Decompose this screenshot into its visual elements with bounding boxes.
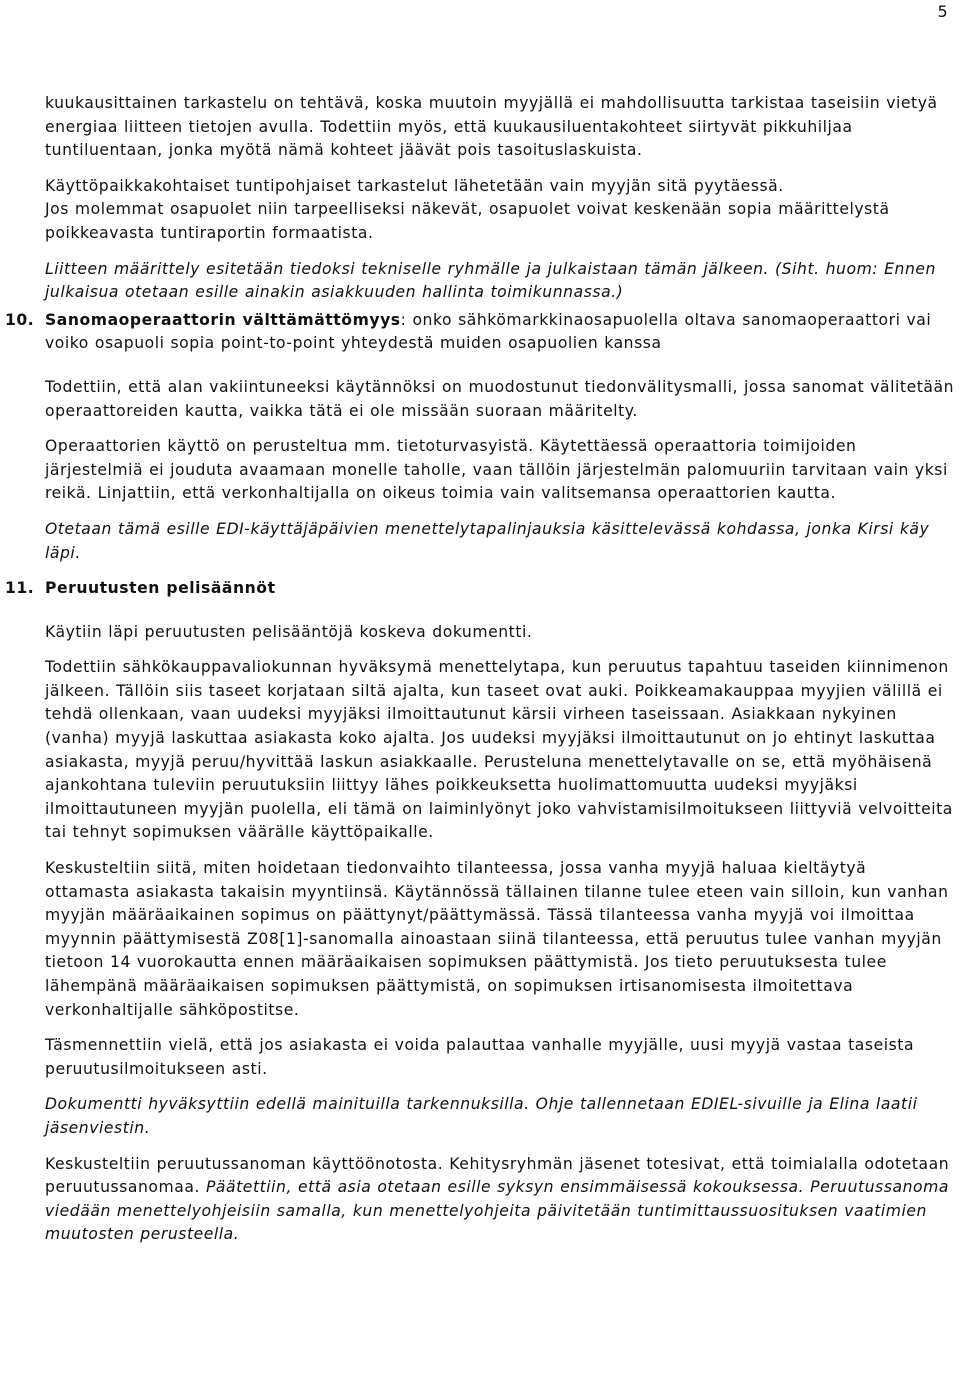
- cancellation-message-decision: Päätettiin, että asia otetaan esille syksyn ensimmäisessä kokouksessa. Peruutussanoma viedään menettelyohjeisiin samalla, kun menettelyohjeita päivitetään tuntimittaussuosituksen vaatimien muutosten perusteella.: [45, 1178, 949, 1244]
- section-11-heading: [5, 577, 955, 601]
- paragraph-old-seller-refusal: Keskusteltiin siitä, miten hoidetaan tiedonvaihto tilanteessa, jossa vanha myyjä haluaa kieltäytyä ottamasta asiakasta takaisin myyntiinsä. Käytännössä tällainen tilanne tulee eteen vain silloin, kun vanhan myyjän määräaikainen sopimus on päättynyt/päättymässä. Tässä tilanteessa vanha myyjä voi ilmoittaa myynnin päättymisestä Z08[1]-sanomalla ainoastaan siinä tilanteessa, että peruutus tulee vanhan myyjän tietoon 14 vuorokautta ennen määräaikaisen sopimuksen päättymistä. Jos tieto peruutuksesta tulee lähempänä määräaikaisen sopimuksen päättymistä, on sopimuksen irtisanomisesta ilmoitettava verkonhaltijalle sähköpostitse.: [45, 859, 949, 1019]
- paragraph-appendix-note: Liitteen määrittely esitetään tiedoksi tekniselle ryhmälle ja julkaistaan tämän jälkeen. (Siht. huom: Ennen julkaisua otetaan esille ainakin asiakkuuden hallinta toimikunnassa.): [45, 259, 936, 302]
- section-11-title: Peruutusten pelisäännöt: [45, 579, 276, 598]
- paragraph-document-approved: Dokumentti hyväksyttiin edellä mainituilla tarkennuksilla. Ohje tallennetaan EDIEL-sivuille ja Elina laatii jäsenviestin.: [45, 1095, 918, 1137]
- paragraph-report-format: Jos molemmat osapuolet niin tarpeelliseksi näkevät, osapuolet voivat keskenään sopia määrittelystä poikkeavasta tuntiraportin formaatista.: [45, 200, 890, 242]
- page-number: 5: [937, 2, 948, 21]
- section-10-title: Sanomaoperaattorin välttämättömyys: [45, 310, 401, 329]
- paragraph-edi-days-note: Otetaan tämä esille EDI-käyttäjäpäivien menettelytapalinjauksia käsittelevässä kohdassa, jonka Kirsi käy läpi.: [45, 519, 930, 562]
- paragraph-hourly-reviews: Käyttöpaikkakohtaiset tuntipohjaiset tarkastelut lähetetään vain myyjän sitä pyytäessä.: [45, 176, 784, 195]
- section-11-number: 11.: [5, 579, 35, 598]
- section-10-heading: [5, 309, 955, 356]
- cancellation-message-text: Keskusteltiin peruutussanoman käyttöönotosta. Kehitysryhmän jäsenet totesivat, että toimialalla odotetaan peruutussanomaa.: [45, 1154, 950, 1197]
- document-body: [5, 92, 955, 1259]
- paragraph-cancellation-procedure: Todettiin sähkökauppavaliokunnan hyväksymä menettelytapa, kun peruutus tapahtuu taseiden kiinnimenon jälkeen. Tällöin siis taseet korjataan siltä ajalta, kun taseet ovat auki. Poikkeamakauppaa myyjien välillä ei tehdä ollenkaan, vaan uudeksi myyjäksi ilmoittautunut kärsii virheen taseissaan. Asiakkaan nykyinen (vanha) myyjä laskuttaa asiakasta koko ajalta. Jos uudeksi myyjäksi ilmoittautunut on jo ehtinyt laskuttaa asiakasta, myyjä peruu/hyvittää laskun asiakkaalle. Perusteluna menettelytavalle on se, että myöhäisenä ajankohtana tuleviin peruutuksiin liittyy lähes poikkeuksetta huolimattomuutta uudeksi myyjäksi ilmoittautuneen myyjän puolella, eli tämä on laiminlyönyt joko vahvistamisilmoitukseen liittyviä velvoitteita tai tehnyt sopimuksen väärälle käyttöpaikalle.: [45, 658, 953, 842]
- section-10-question: : onko sähkömarkkinaosapuolella oltava sanomaoperaattori vai voiko osapuoli sopia point-to-point yhteydestä muiden osapuolien kanssa: [45, 310, 932, 353]
- paragraph-monthly-review: kuukausittainen tarkastelu on tehtävä, koska muutoin myyjällä ei mahdollisuutta tarkistaa taseisiin vietyä energiaa liitteen tietojen avulla. Todettiin myös, että kuukausiluentakohteet siirtyvät pikkuhiljaa tuntiluentaan, jonka myötä nämä kohteet jäävät pois tasoituslaskuista.: [45, 94, 938, 160]
- paragraph-cancellation-document: Käytiin läpi peruutusten pelisääntöjä koskeva dokumentti.: [45, 622, 533, 641]
- paragraph-operator-security: Operaattorien käyttö on perusteltua mm. tietoturvasyistä. Käytettäessä operaattoria toimijoiden järjestelmiä ei jouduta avaamaan monelle taholle, vaan tällöin järjestelmän palomuuriin tarvitaan vain yksi reikä. Linjattiin, että verkonhaltijalla on oikeus toimia vain valitsemansa operaattorien kautta.: [45, 437, 948, 503]
- section-10-number: 10.: [5, 310, 35, 329]
- paragraph-new-seller-responsibility: Täsmennettiin vielä, että jos asiakasta ei voida palauttaa vanhalle myyjälle, uusi myyjä vastaa taseista peruutusilmoitukseen asti.: [45, 1036, 915, 1078]
- paragraph-operator-practice: Todettiin, että alan vakiintuneeksi käytännöksi on muodostunut tiedonvälitysmalli, jossa sanomat välitetään operaattoreiden kautta, vaikka tätä ei ole missään suoraan määritelty.: [45, 377, 955, 420]
- paragraph-cancellation-message: [45, 1153, 955, 1247]
